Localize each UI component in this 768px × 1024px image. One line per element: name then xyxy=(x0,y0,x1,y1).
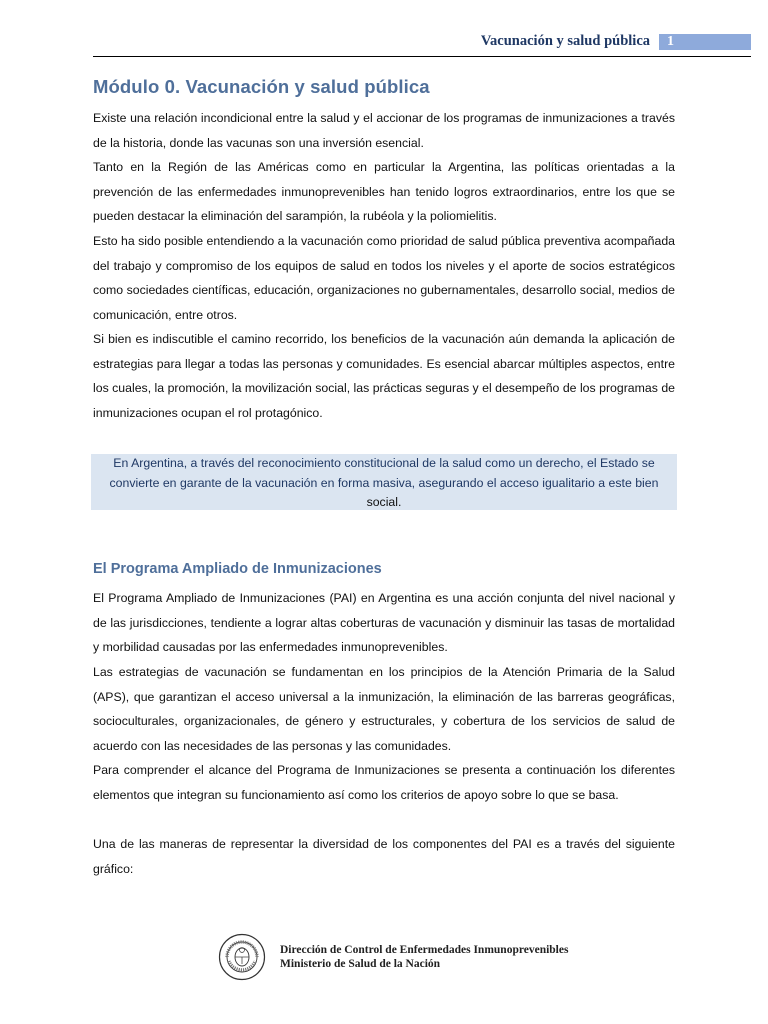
section-paragraph-3: Para comprender el alcance del Programa de Inmunizaciones se presenta a continuación los diferentes elementos que integran su funcionamiento así como los criterios de apoyo sobre lo que se basa. xyxy=(93,763,675,802)
intro-paragraph-1: Existe una relación incondicional entre la salud y el accionar de los programas de inmunizaciones a través de la historia, donde las vacunas son una inversión esencial. xyxy=(93,111,675,150)
section-paragraph-2: Las estrategias de vacunación se fundamentan en los principios de la Atención Primaria de la Salud (APS), que garantizan el acceso universal a la inmunización, la eliminación de las barreras geográficas, socioculturales, organizacionales, de género y estructurales, y cobertura de los servicios de salud de acuerdo con las necesidades de las personas y las comunidades. xyxy=(93,665,675,753)
module-title: Módulo 0. Vacunación y salud pública xyxy=(93,76,430,97)
section-title: El Programa Ampliado de Inmunizaciones xyxy=(93,561,382,577)
intro-paragraph-2: Tanto en la Región de las Américas como en particular la Argentina, las políticas orientadas a la prevención de las enfermedades inmunoprevenibles han tenido logros extraordinarios, entre los que se pueden destacar la eliminación del sarampión, la rubéola y la poliomielitis. xyxy=(93,160,675,223)
footer-line-2: Ministerio de Salud de la Nación xyxy=(280,958,441,970)
footer-line-1: Dirección de Control de Enfermedades Inmunoprevenibles xyxy=(280,944,569,956)
ministry-seal-icon xyxy=(218,933,266,981)
page-footer xyxy=(218,932,568,982)
header-divider xyxy=(93,56,751,57)
page-number-box xyxy=(659,34,751,50)
header-title: Vacunación y salud pública xyxy=(480,33,650,49)
callout-box xyxy=(91,454,677,510)
footer-text xyxy=(280,943,568,971)
section-paragraph-4: Una de las maneras de representar la diversidad de los componentes del PAI es a través del siguiente gráfico: xyxy=(93,837,675,876)
intro-paragraph-4: Si bien es indiscutible el camino recorrido, los beneficios de la vacunación aún demanda la aplicación de estrategias para llegar a todas las personas y comunidades. Es esencial abarcar múltiples aspectos, entre los cuales, la promoción, la movilización social, las prácticas seguras y el desempeño de los programas de inmunizaciones ocupan el rol protagónico. xyxy=(93,332,675,420)
page-number: 1 xyxy=(667,34,674,49)
intro-paragraph-3: Esto ha sido posible entendiendo a la vacunación como prioridad de salud pública preventiva acompañada del trabajo y compromiso de los equipos de salud en todos los niveles y el aporte de socios estratégicos como sociedades científicas, educación, organizaciones no gubernamentales, desarrollo social, medios de comunicación, entre otros. xyxy=(93,234,675,322)
section-paragraph-1: El Programa Ampliado de Inmunizaciones (PAI) en Argentina es una acción conjunta del nivel nacional y de las jurisdicciones, tendiente a lograr altas coberturas de vacunación y disminuir las tasas de mortalidad y morbilidad causadas por las enfermedades inmunoprevenibles. xyxy=(93,591,675,654)
callout-text: En Argentina, a través del reconocimiento constitucional de la salud como un derecho, el Estado se convierte en garante de la vacunación en forma masiva, asegurando el acceso igualitario a este bien social. xyxy=(109,456,659,509)
